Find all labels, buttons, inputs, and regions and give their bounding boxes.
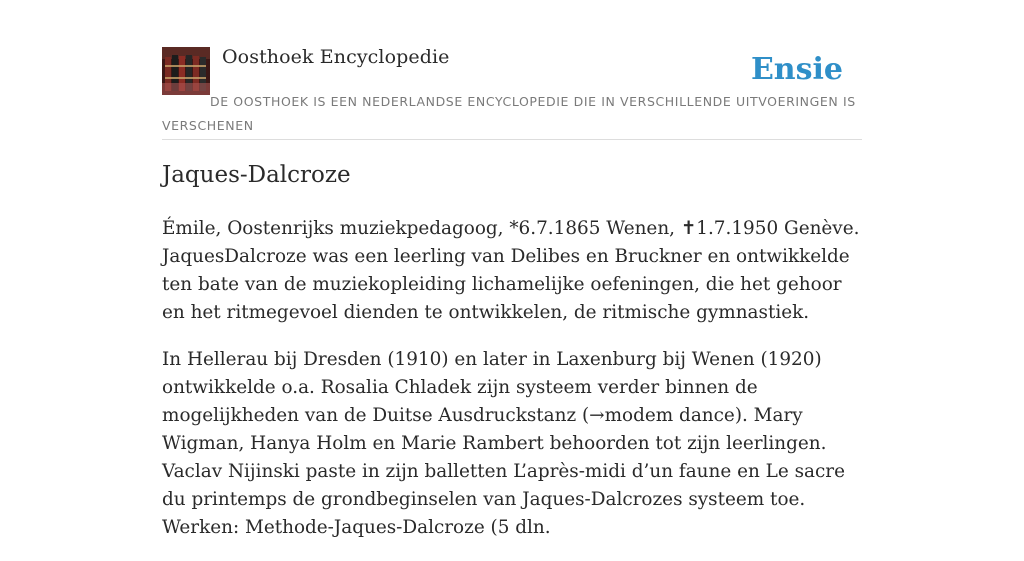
article-paragraph: Émile, Oostenrijks muziekpedagoog, *6.7.1865 Wenen, ✝1.7.1950 Genève. JaquesDalcroze was een leerling van Delibes en Bruckner en ontwikkelde ten bate van de muziekopleiding lichamelijke oefeningen, die het gehoor en het ritmegevoel dienden te ontwikkelen, de ritmische gymnastiek. (162, 218, 860, 323)
brand-logo[interactable]: Ensie (750, 52, 843, 87)
site-name[interactable]: Oosthoek Encyclopedie (222, 46, 450, 68)
encyclopedia-books-icon[interactable] (162, 47, 210, 95)
header-divider (162, 139, 862, 140)
article-paragraph: In Hellerau bij Dresden (1910) en later in Laxenburg bij Wenen (1920) ontwikkelde o.a. Rosalia Chladek zijn systeem verder binnen de mogelijkheden van de Duitse Ausdruckstanz (→modem dance). Mary Wigman, Hanya Holm en Marie Rambert behoorden tot zijn leerlingen. Vaclav Nijinski paste in zijn balletten L’après-midi d’un faune en Le sacre du printemps de grondbeginselen van Jaques-Dalcrozes systeem toe. Werken: Methode-Jaques-Dalcroze (5 dln. (162, 349, 845, 538)
article-body (162, 215, 862, 561)
site-tagline: DE OOSTHOEK IS EEN NEDERLANDSE ENCYCLOPEDIE DIE IN VERSCHILLENDE UITVOERINGEN IS VERSCHENEN (162, 94, 856, 133)
article-title: Jaques-Dalcroze (162, 162, 351, 188)
page (162, 0, 862, 538)
